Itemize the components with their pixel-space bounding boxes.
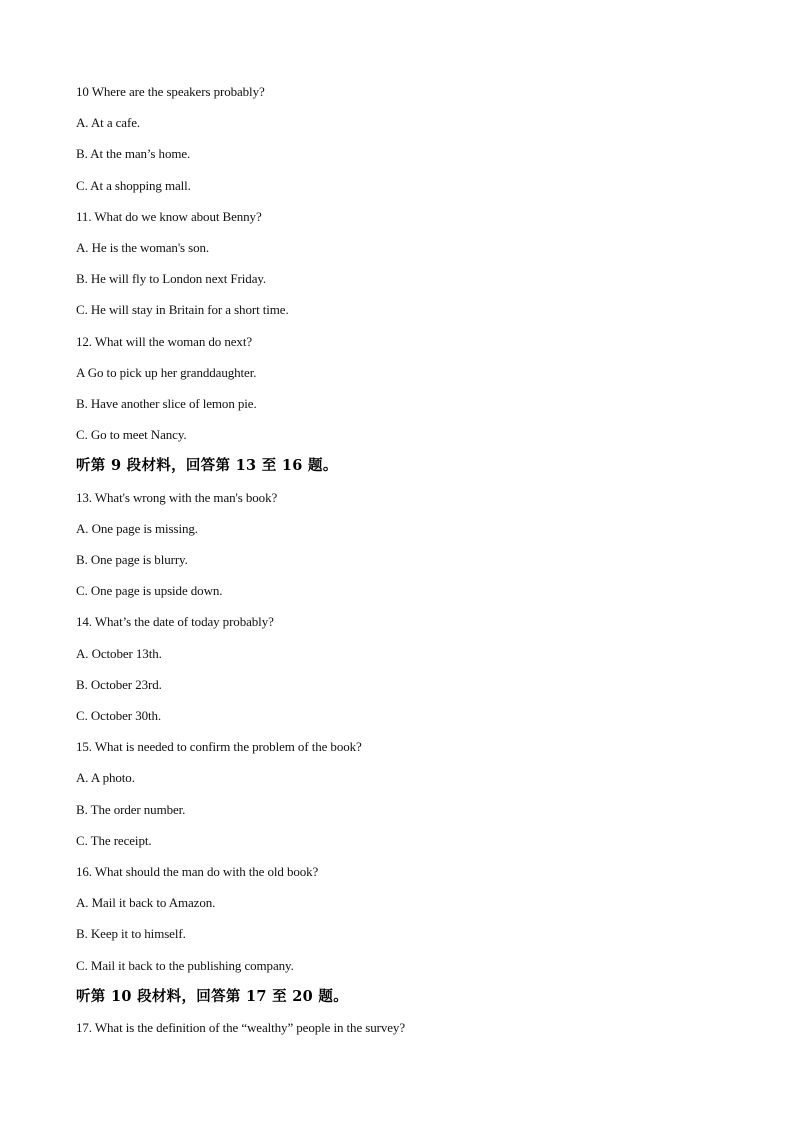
answer-option: B. October 23rd. [76,676,162,692]
question-text: 13. What's wrong with the man's book? [76,489,278,505]
question-text: 16. What should the man do with the old book? [76,864,319,879]
answer-option: C. October 30th. [76,708,162,723]
answer-option: B. Keep it to himself. [76,926,186,942]
question-text: 17. What is the definition of the “wealthy” people in the survey? [76,1020,405,1035]
answer-option: C. The receipt. [76,832,152,848]
answer-option: A. At a cafe. [76,115,141,131]
answer-option: B. Have another slice of lemon pie. [76,396,257,411]
answer-option: C. Go to meet Nancy. [76,427,187,443]
answer-option: A. October 13th. [76,645,162,661]
answer-option: B. One page is blurry. [76,552,188,567]
answer-option: B. At the man’s home. [76,146,191,162]
section-heading: 听第 9 段材料，回答第 13 至 16 题。 [76,457,338,475]
question-text: 14. What’s the date of today probably? [76,614,274,630]
answer-option: A Go to pick up her granddaughter. [76,364,257,380]
question-text: 12. What will the woman do next? [76,333,252,349]
answer-option: A. One page is missing. [76,520,198,536]
answer-option: C. Mail it back to the publishing company. [76,957,294,973]
question-text: 15. What is needed to confirm the problem of the book? [76,739,362,755]
answer-option: A. A photo. [76,770,135,786]
answer-option: B. He will fly to London next Friday. [76,271,267,287]
section-heading: 听第 10 段材料，回答第 17 至 20 题。 [76,987,349,1005]
answer-option: A. He is the woman's son. [76,240,210,255]
question-text: 11. What do we know about Benny? [76,208,262,224]
answer-option: C. He will stay in Britain for a short time. [76,302,289,318]
answer-option: C. One page is upside down. [76,583,223,599]
answer-option: A. Mail it back to Amazon. [76,895,216,911]
answer-option: B. The order number. [76,801,186,817]
question-text: 10 Where are the speakers probably? [76,84,265,99]
answer-option: C. At a shopping mall. [76,177,191,193]
